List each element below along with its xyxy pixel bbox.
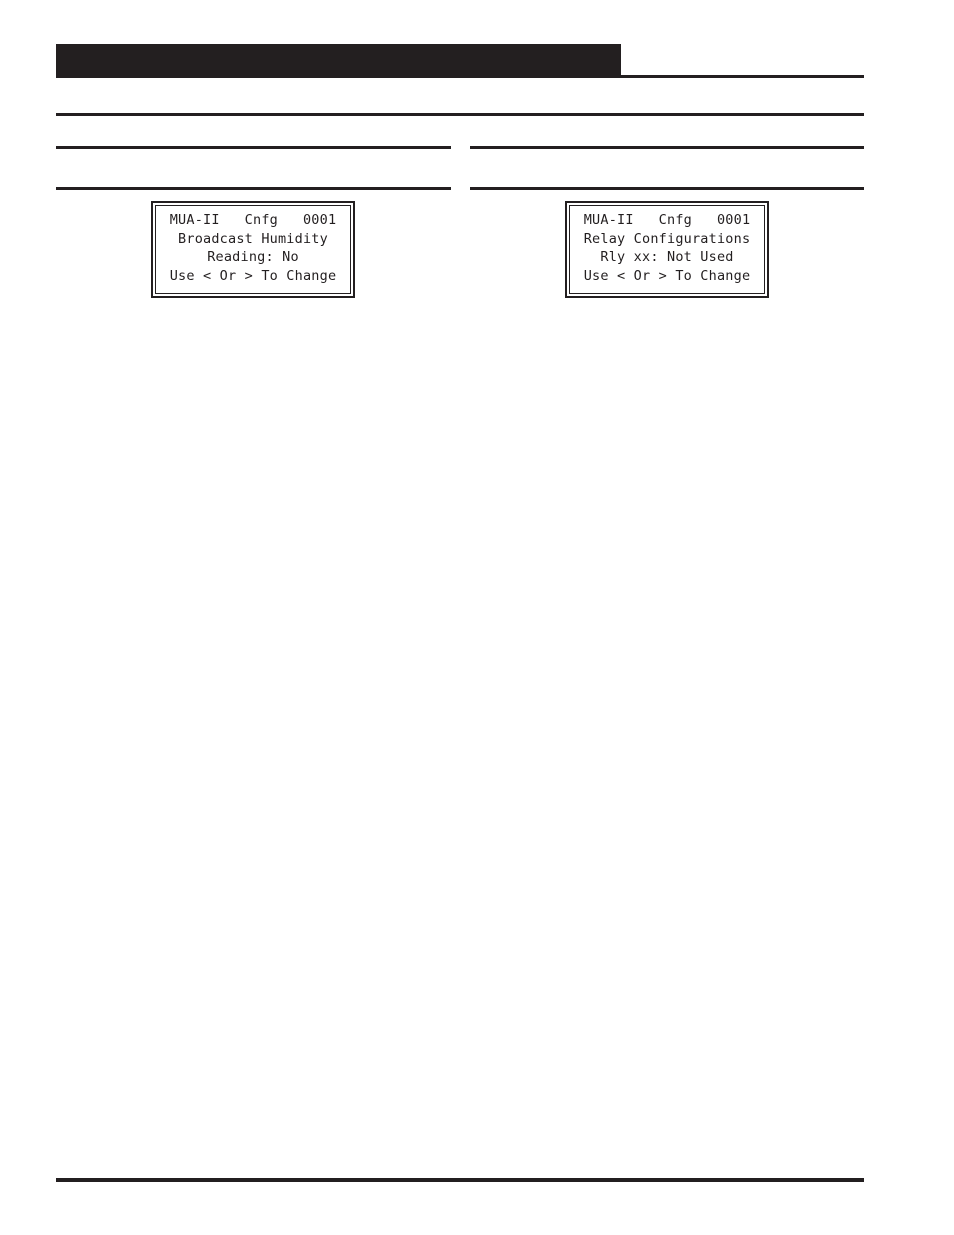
lcd-display-relay-configurations bbox=[565, 201, 769, 298]
header-rule bbox=[56, 75, 864, 78]
header-bar bbox=[56, 44, 621, 77]
lcd-line-1: MUA-II Cnfg 0001 bbox=[169, 212, 337, 228]
lcd-line-2: Broadcast Humidity bbox=[178, 231, 328, 247]
lcd-line-1: MUA-II Cnfg 0001 bbox=[583, 212, 751, 228]
footer-rule bbox=[56, 1178, 864, 1182]
left-column-rule-bottom bbox=[56, 187, 451, 190]
lcd-line-4: Use < Or > To Change bbox=[583, 268, 751, 284]
lcd-display-broadcast-humidity bbox=[151, 201, 355, 298]
right-column-rule-top bbox=[470, 146, 864, 149]
lcd-line-3: Rly xx: Not Used bbox=[600, 249, 734, 265]
lcd-line-3: Reading: No bbox=[207, 249, 299, 265]
section-rule-top bbox=[56, 113, 864, 116]
right-column-rule-bottom bbox=[470, 187, 864, 190]
lcd-line-2: Relay Configurations bbox=[583, 231, 751, 247]
lcd-line-4: Use < Or > To Change bbox=[169, 268, 337, 284]
left-column-rule-top bbox=[56, 146, 451, 149]
